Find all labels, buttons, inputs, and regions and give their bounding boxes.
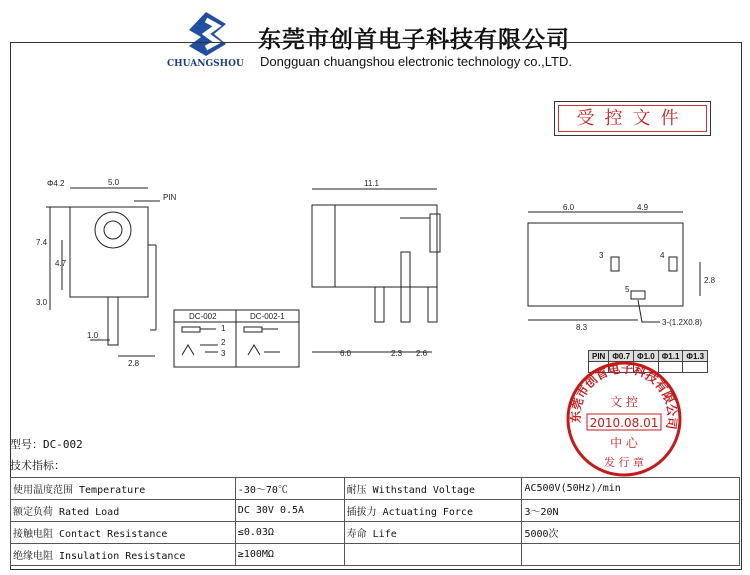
pin-3-label: 3 [599,251,604,260]
seal-date: 2010.08.01 [589,416,659,430]
spec-value [522,544,740,566]
spec-value: -30～70℃ [235,478,344,500]
spec-value: 5000次 [522,522,740,544]
spec-key: 耐压 Withstand Voltage [344,478,522,500]
spec-key: 接触电阻 Contact Resistance [11,522,236,544]
dim-front-height: 7.4 [36,238,48,247]
dim-side-d3: 2.6 [416,349,428,358]
model-number: 型号：DC-002 [10,438,83,451]
dim-front-low: 3.0 [36,298,48,307]
front-view-body [70,207,148,297]
spec-key: 额定负荷 Rated Load [11,500,236,522]
tech-spec-heading: 技术指标： [10,459,65,472]
dim-top-d4: 2.8 [704,276,716,285]
dim-front-width: 5.0 [108,178,120,187]
company-name-cn: 东莞市创首电子科技有限公司 [258,26,570,53]
pin-5-label: 5 [625,285,630,294]
dim-side-length: 11.1 [364,179,379,188]
schematic-label-a: DC-002 [189,312,217,321]
seal-bottom: 发 行 章 [604,456,644,469]
spec-value: 3～20N [522,500,740,522]
table-row [11,500,740,522]
pin-table-header: Φ1.1 [658,351,683,362]
dim-front-pin-offset: 2.8 [128,359,140,368]
table-row [11,544,740,566]
seal-line1: 文 控 [610,395,638,409]
logo-wordmark: CHUANGSHOU [167,59,244,69]
spec-value: DC 30V 0.5A [235,500,344,522]
schematic-label-b: DC-002-1 [250,312,285,321]
spec-key [344,544,522,566]
company-name-en: Dongguan chuangshou electronic technology co.,LTD. [260,54,572,69]
dim-pin-label: PIN [163,193,177,202]
dim-top-d1: 6.0 [563,203,575,212]
dim-top-d3: 8.3 [576,323,588,332]
schematic-pin2: 2 [221,338,226,347]
seal-arc-text: 东莞市创首电子科技有限公司 [568,361,680,431]
dim-hole-dia: Φ4.2 [47,179,65,188]
hole-note: 3-(1.2X0.8) [662,318,703,327]
pin-table-header: Φ1.3 [683,351,708,362]
table-row [11,522,740,544]
dim-side-d2: 2.3 [391,349,403,358]
pin-table-header: Φ1.0 [634,351,659,362]
spec-key: 绝缘电阻 Insulation Resistance [11,544,236,566]
pin-table-header: Φ0.7 [609,351,634,362]
schematic-pin3: 3 [221,349,226,358]
company-seal [565,360,683,478]
dim-top-d2: 4.9 [637,203,649,212]
spec-key: 寿命 Life [344,522,522,544]
table-row [11,478,740,500]
spec-value: AC500V(50Hz)/min [522,478,740,500]
pin-4-label: 4 [660,251,665,260]
spec-key: 插拔力 Actuating Force [344,500,522,522]
spec-table [10,477,740,566]
spec-value: ≤0.03Ω [235,522,344,544]
spec-key: 使用温度范围 Temperature [11,478,236,500]
controlled-document-label: 受控文件 [558,105,707,132]
dim-side-d1: 6.0 [340,349,352,358]
pin-table-header: PIN [589,351,609,362]
seal-line2: 中 心 [610,436,638,450]
schematic-pin1: 1 [221,324,226,333]
spec-value: ≥100MΩ [235,544,344,566]
dim-front-mid: 4.7 [55,259,67,268]
dim-front-pin-width: 1.0 [87,331,99,340]
